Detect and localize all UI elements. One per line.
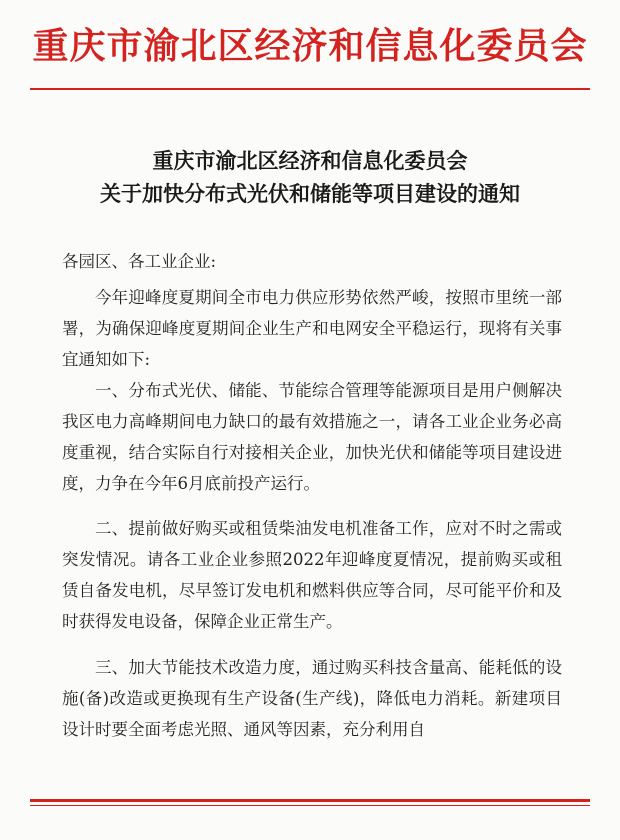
document-title-line-1: 重庆市渝北区经济和信息化委员会	[152, 149, 468, 173]
paragraph-item-3: 三、加大节能技术改造力度，通过购买科技含量高、能耗低的设施(备)改造或更换现有生产设备(生产线)，降低电力消耗。新建项目设计时要全面考虑光照、通风等因素，充分利用自	[62, 658, 562, 739]
footer-red-rule	[30, 799, 590, 802]
paragraph-intro: 今年迎峰度夏期间全市电力供应形势依然严峻，按照市里统一部署，为确保迎峰度夏期间企业生产和电网安全平稳运行，现将有关事宜通知如下:	[62, 288, 562, 369]
letterhead-org-name: 重庆市渝北区经济和信息化委员会	[32, 25, 588, 67]
paragraph-item-1: 一、分布式光伏、储能、节能综合管理等能源项目是用户侧解决我区电力高峰期间电力缺口的最有效措施之一，请各工业企业务必高度重视，结合实际自行对接相关企业，加快光伏和储能等项目建设进度，力争在今年6月底前投产运行。	[62, 381, 562, 493]
footer-red-rule-thin	[30, 805, 590, 806]
letterhead-red-rule	[30, 88, 590, 90]
document-title-line-2: 关于加快分布式光伏和储能等项目建设的通知	[100, 182, 520, 206]
paragraph-item-2: 二、提前做好购买或租赁柴油发电机准备工作，应对不时之需或突发情况。请各工业企业参照2022年迎峰度夏情况，提前购买或租赁自备发电机，尽早签订发电机和燃料供应等合同，尽可能平价和及时获得发电设备，保障企业正常生产。	[62, 519, 562, 631]
salutation: 各园区、各工业企业:	[62, 252, 217, 271]
